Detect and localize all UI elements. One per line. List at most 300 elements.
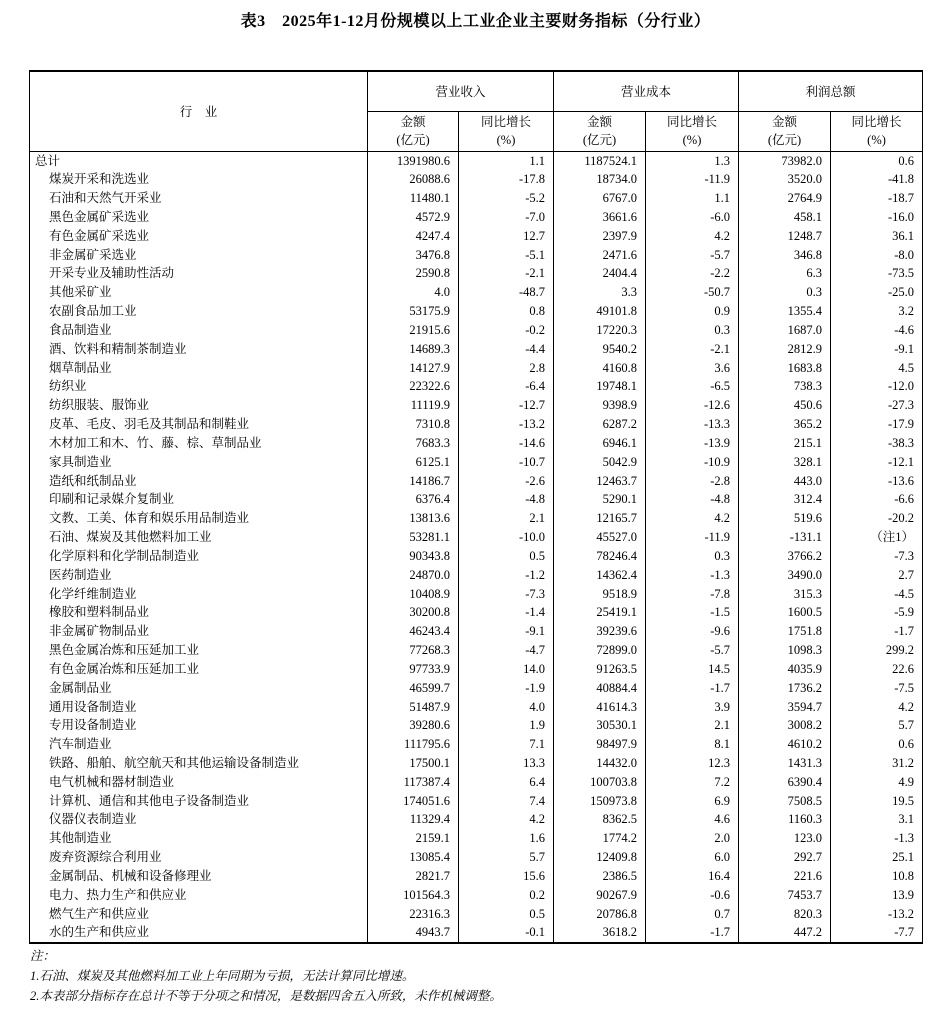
value-cell: 1160.3 xyxy=(739,810,831,829)
value-cell: -4.6 xyxy=(831,321,923,340)
value-cell: 14127.9 xyxy=(368,359,459,378)
industry-name: 汽车制造业 xyxy=(30,735,368,754)
value-cell: 6.4 xyxy=(459,773,554,792)
value-cell: 315.3 xyxy=(739,585,831,604)
table-row xyxy=(30,848,923,867)
value-cell: 14.5 xyxy=(646,660,739,679)
value-cell: 150973.8 xyxy=(554,792,646,811)
value-cell: 4610.2 xyxy=(739,735,831,754)
value-cell: -0.1 xyxy=(459,923,554,943)
value-cell: 17220.3 xyxy=(554,321,646,340)
value-cell: 11119.9 xyxy=(368,396,459,415)
table-row xyxy=(30,453,923,472)
value-cell: 1.1 xyxy=(646,189,739,208)
value-cell: 9518.9 xyxy=(554,585,646,604)
value-cell: 90343.8 xyxy=(368,547,459,566)
value-cell: 1391980.6 xyxy=(368,151,459,170)
value-cell: 3520.0 xyxy=(739,170,831,189)
value-cell: -73.5 xyxy=(831,264,923,283)
value-cell: 98497.9 xyxy=(554,735,646,754)
value-cell: 1687.0 xyxy=(739,321,831,340)
value-cell: 73982.0 xyxy=(739,151,831,170)
column-group-operating-cost: 营业成本 xyxy=(554,71,739,111)
value-cell: -1.4 xyxy=(459,603,554,622)
industry-name: 纺织服装、服饰业 xyxy=(30,396,368,415)
value-cell: 41614.3 xyxy=(554,698,646,717)
industry-name: 农副食品加工业 xyxy=(30,302,368,321)
value-cell: 328.1 xyxy=(739,453,831,472)
value-cell: -131.1 xyxy=(739,528,831,547)
value-cell: 10408.9 xyxy=(368,585,459,604)
subheader-profit-amount xyxy=(739,111,831,151)
value-cell: -13.9 xyxy=(646,434,739,453)
value-cell: -5.1 xyxy=(459,246,554,265)
value-cell: 3.3 xyxy=(554,283,646,302)
value-cell: -6.6 xyxy=(831,490,923,509)
value-cell: -10.9 xyxy=(646,453,739,472)
value-cell: 0.3 xyxy=(646,321,739,340)
industry-name: 有色金属冶炼和压延加工业 xyxy=(30,660,368,679)
value-cell: 7453.7 xyxy=(739,886,831,905)
value-cell: -6.0 xyxy=(646,208,739,227)
value-cell: 2.7 xyxy=(831,566,923,585)
value-cell: 4247.4 xyxy=(368,227,459,246)
value-cell: 2397.9 xyxy=(554,227,646,246)
table-row xyxy=(30,792,923,811)
value-cell: 17500.1 xyxy=(368,754,459,773)
industry-name: 烟草制品业 xyxy=(30,359,368,378)
value-cell: 6.0 xyxy=(646,848,739,867)
table-row xyxy=(30,566,923,585)
value-cell: 443.0 xyxy=(739,472,831,491)
value-cell: 11480.1 xyxy=(368,189,459,208)
table-row xyxy=(30,434,923,453)
value-cell: 2386.5 xyxy=(554,867,646,886)
value-cell: 0.5 xyxy=(459,547,554,566)
value-cell: 72899.0 xyxy=(554,641,646,660)
value-cell: 6390.4 xyxy=(739,773,831,792)
industry-name: 造纸和纸制品业 xyxy=(30,472,368,491)
value-cell: 7310.8 xyxy=(368,415,459,434)
table-title: 表3 2025年1-12月份规模以上工业企业主要财务指标（分行业） xyxy=(240,13,711,30)
table-row xyxy=(30,754,923,773)
value-cell: 6.9 xyxy=(646,792,739,811)
value-cell: 519.6 xyxy=(739,509,831,528)
value-cell: 174051.6 xyxy=(368,792,459,811)
value-cell: 12463.7 xyxy=(554,472,646,491)
value-cell: 101564.3 xyxy=(368,886,459,905)
industry-name: 电气机械和器材制造业 xyxy=(30,773,368,792)
value-cell: 14432.0 xyxy=(554,754,646,773)
industry-name: 医药制造业 xyxy=(30,566,368,585)
subheader-amount-label: 金额 xyxy=(772,115,798,129)
value-cell: 2.1 xyxy=(459,509,554,528)
table-row xyxy=(30,302,923,321)
value-cell: -7.3 xyxy=(459,585,554,604)
value-cell: -4.4 xyxy=(459,340,554,359)
table-row xyxy=(30,622,923,641)
value-cell: 5042.9 xyxy=(554,453,646,472)
value-cell: 0.5 xyxy=(459,905,554,924)
table-row xyxy=(30,189,923,208)
column-header-industry: 行 业 xyxy=(30,71,368,151)
table-row xyxy=(30,509,923,528)
table-row xyxy=(30,377,923,396)
value-cell: -4.8 xyxy=(646,490,739,509)
value-cell: 5290.1 xyxy=(554,490,646,509)
value-cell: 1248.7 xyxy=(739,227,831,246)
table-row xyxy=(30,905,923,924)
table-row xyxy=(30,246,923,265)
value-cell: 346.8 xyxy=(739,246,831,265)
value-cell: 7.4 xyxy=(459,792,554,811)
value-cell: 7.1 xyxy=(459,735,554,754)
industry-name: 其他采矿业 xyxy=(30,283,368,302)
value-cell: -50.7 xyxy=(646,283,739,302)
value-cell: -17.9 xyxy=(831,415,923,434)
value-cell: -38.3 xyxy=(831,434,923,453)
value-cell: -13.2 xyxy=(459,415,554,434)
value-cell: 19748.1 xyxy=(554,377,646,396)
value-cell: 78246.4 xyxy=(554,547,646,566)
value-cell: -13.2 xyxy=(831,905,923,924)
value-cell: 14362.4 xyxy=(554,566,646,585)
value-cell: 5.7 xyxy=(831,716,923,735)
value-cell: 3766.2 xyxy=(739,547,831,566)
value-cell: 3.1 xyxy=(831,810,923,829)
value-cell: 4.2 xyxy=(459,810,554,829)
value-cell: 1774.2 xyxy=(554,829,646,848)
table-row xyxy=(30,396,923,415)
value-cell: 215.1 xyxy=(739,434,831,453)
subheader-amount-label: 金额 xyxy=(400,115,426,129)
footnote-1: 1.石油、煤炭及其他燃料加工业上年同期为亏损，无法计算同比增速。 xyxy=(30,969,415,983)
value-cell: -14.6 xyxy=(459,434,554,453)
industry-name: 木材加工和木、竹、藤、棕、草制品业 xyxy=(30,434,368,453)
value-cell: 12.7 xyxy=(459,227,554,246)
table-row xyxy=(30,867,923,886)
value-cell: 25419.1 xyxy=(554,603,646,622)
value-cell: 7508.5 xyxy=(739,792,831,811)
value-cell: 91263.5 xyxy=(554,660,646,679)
value-cell: 6767.0 xyxy=(554,189,646,208)
value-cell: 6125.1 xyxy=(368,453,459,472)
value-cell: （注1） xyxy=(831,528,923,547)
value-cell: 0.9 xyxy=(646,302,739,321)
value-cell: 53281.1 xyxy=(368,528,459,547)
value-cell: 22.6 xyxy=(831,660,923,679)
value-cell: 4.0 xyxy=(459,698,554,717)
value-cell: 4.2 xyxy=(646,509,739,528)
subheader-revenue-growth xyxy=(459,111,554,151)
table-row xyxy=(30,340,923,359)
value-cell: 365.2 xyxy=(739,415,831,434)
industry-name: 燃气生产和供应业 xyxy=(30,905,368,924)
value-cell: 4.0 xyxy=(368,283,459,302)
value-cell: -4.5 xyxy=(831,585,923,604)
value-cell: 2.0 xyxy=(646,829,739,848)
value-cell: -16.0 xyxy=(831,208,923,227)
value-cell: -2.1 xyxy=(646,340,739,359)
value-cell: 5.7 xyxy=(459,848,554,867)
value-cell: 1.6 xyxy=(459,829,554,848)
value-cell: 100703.8 xyxy=(554,773,646,792)
value-cell: -25.0 xyxy=(831,283,923,302)
value-cell: 30200.8 xyxy=(368,603,459,622)
value-cell: 46243.4 xyxy=(368,622,459,641)
value-cell: 0.8 xyxy=(459,302,554,321)
table-row xyxy=(30,735,923,754)
value-cell: 45527.0 xyxy=(554,528,646,547)
value-cell: 4.2 xyxy=(831,698,923,717)
industry-name: 化学纤维制造业 xyxy=(30,585,368,604)
value-cell: -6.5 xyxy=(646,377,739,396)
value-cell: 111795.6 xyxy=(368,735,459,754)
subheader-cost-growth xyxy=(646,111,739,151)
industry-name: 皮革、毛皮、羽毛及其制品和制鞋业 xyxy=(30,415,368,434)
value-cell: 1751.8 xyxy=(739,622,831,641)
subheader-cost-amount xyxy=(554,111,646,151)
subheader-profit-growth xyxy=(831,111,923,151)
value-cell: 49101.8 xyxy=(554,302,646,321)
value-cell: 36.1 xyxy=(831,227,923,246)
industry-name: 废弃资源综合利用业 xyxy=(30,848,368,867)
value-cell: 4.6 xyxy=(646,810,739,829)
value-cell: 3661.6 xyxy=(554,208,646,227)
table-row xyxy=(30,810,923,829)
table-row xyxy=(30,923,923,943)
value-cell: -1.3 xyxy=(646,566,739,585)
table-row xyxy=(30,679,923,698)
value-cell: 123.0 xyxy=(739,829,831,848)
value-cell: -5.2 xyxy=(459,189,554,208)
value-cell: 0.3 xyxy=(646,547,739,566)
value-cell: -10.7 xyxy=(459,453,554,472)
table-row xyxy=(30,415,923,434)
value-cell: 4.9 xyxy=(831,773,923,792)
value-cell: 25.1 xyxy=(831,848,923,867)
industry-name: 文教、工美、体育和娱乐用品制造业 xyxy=(30,509,368,528)
value-cell: 0.7 xyxy=(646,905,739,924)
industry-name: 开采专业及辅助性活动 xyxy=(30,264,368,283)
value-cell: -1.9 xyxy=(459,679,554,698)
value-cell: 8.1 xyxy=(646,735,739,754)
value-cell: 3.6 xyxy=(646,359,739,378)
value-cell: -4.7 xyxy=(459,641,554,660)
value-cell: 221.6 xyxy=(739,867,831,886)
value-cell: 7683.3 xyxy=(368,434,459,453)
value-cell: -2.2 xyxy=(646,264,739,283)
value-cell: 4572.9 xyxy=(368,208,459,227)
table-row xyxy=(30,264,923,283)
table-body xyxy=(30,151,923,943)
value-cell: 9398.9 xyxy=(554,396,646,415)
value-cell: -7.3 xyxy=(831,547,923,566)
subheader-growth-unit: (%) xyxy=(867,133,886,147)
value-cell: 18734.0 xyxy=(554,170,646,189)
subheader-revenue-amount xyxy=(368,111,459,151)
value-cell: -0.2 xyxy=(459,321,554,340)
industry-name: 食品制造业 xyxy=(30,321,368,340)
value-cell: -13.6 xyxy=(831,472,923,491)
table-row xyxy=(30,283,923,302)
table-row xyxy=(30,641,923,660)
table-row xyxy=(30,547,923,566)
industry-name: 酒、饮料和精制茶制造业 xyxy=(30,340,368,359)
industry-name: 有色金属矿采选业 xyxy=(30,227,368,246)
value-cell: 0.3 xyxy=(739,283,831,302)
value-cell: -1.7 xyxy=(646,679,739,698)
value-cell: 3490.0 xyxy=(739,566,831,585)
value-cell: 3008.2 xyxy=(739,716,831,735)
value-cell: 2471.6 xyxy=(554,246,646,265)
value-cell: 3.2 xyxy=(831,302,923,321)
industry-name: 其他制造业 xyxy=(30,829,368,848)
value-cell: -11.9 xyxy=(646,170,739,189)
value-cell: 12.3 xyxy=(646,754,739,773)
value-cell: -2.8 xyxy=(646,472,739,491)
value-cell: 10.8 xyxy=(831,867,923,886)
value-cell: 1187524.1 xyxy=(554,151,646,170)
footnote-label: 注： xyxy=(30,949,56,963)
value-cell: 2.1 xyxy=(646,716,739,735)
value-cell: -7.7 xyxy=(831,923,923,943)
table-row xyxy=(30,886,923,905)
value-cell: 2821.7 xyxy=(368,867,459,886)
financial-indicators-table xyxy=(29,70,923,944)
value-cell: 6.3 xyxy=(739,264,831,283)
value-cell: 6287.2 xyxy=(554,415,646,434)
value-cell: 4.2 xyxy=(646,227,739,246)
value-cell: 6946.1 xyxy=(554,434,646,453)
industry-name: 黑色金属矿采选业 xyxy=(30,208,368,227)
value-cell: 39280.6 xyxy=(368,716,459,735)
value-cell: 292.7 xyxy=(739,848,831,867)
value-cell: -5.7 xyxy=(646,641,739,660)
value-cell: 1.1 xyxy=(459,151,554,170)
value-cell: -12.1 xyxy=(831,453,923,472)
value-cell: -0.6 xyxy=(646,886,739,905)
value-cell: 7.2 xyxy=(646,773,739,792)
table-row xyxy=(30,773,923,792)
industry-name: 煤炭开采和洗选业 xyxy=(30,170,368,189)
value-cell: 22322.6 xyxy=(368,377,459,396)
footnotes xyxy=(30,946,502,1006)
value-cell: 22316.3 xyxy=(368,905,459,924)
subheader-growth-label: 同比增长 xyxy=(481,115,532,129)
industry-name: 金属制品、机械和设备修理业 xyxy=(30,867,368,886)
subheader-amount-unit: (亿元) xyxy=(396,133,430,147)
value-cell: 12165.7 xyxy=(554,509,646,528)
value-cell: 24870.0 xyxy=(368,566,459,585)
value-cell: 13.3 xyxy=(459,754,554,773)
industry-name: 家具制造业 xyxy=(30,453,368,472)
value-cell: 0.6 xyxy=(831,735,923,754)
table-row xyxy=(30,528,923,547)
value-cell: -1.7 xyxy=(646,923,739,943)
value-cell: 1683.8 xyxy=(739,359,831,378)
subheader-growth-label: 同比增长 xyxy=(667,115,718,129)
value-cell: 1.9 xyxy=(459,716,554,735)
industry-name: 仪器仪表制造业 xyxy=(30,810,368,829)
value-cell: 4035.9 xyxy=(739,660,831,679)
value-cell: 15.6 xyxy=(459,867,554,886)
value-cell: -10.0 xyxy=(459,528,554,547)
value-cell: 40884.4 xyxy=(554,679,646,698)
value-cell: 117387.4 xyxy=(368,773,459,792)
value-cell: 30530.1 xyxy=(554,716,646,735)
value-cell: 1098.3 xyxy=(739,641,831,660)
subheader-amount-unit: (亿元) xyxy=(582,133,617,147)
value-cell: 14.0 xyxy=(459,660,554,679)
value-cell: 1600.5 xyxy=(739,603,831,622)
industry-name: 金属制品业 xyxy=(30,679,368,698)
table-row xyxy=(30,490,923,509)
value-cell: 0.6 xyxy=(831,151,923,170)
value-cell: 8362.5 xyxy=(554,810,646,829)
table-row xyxy=(30,660,923,679)
value-cell: 3476.8 xyxy=(368,246,459,265)
value-cell: 19.5 xyxy=(831,792,923,811)
value-cell: -41.8 xyxy=(831,170,923,189)
value-cell: 13813.6 xyxy=(368,509,459,528)
value-cell: 14689.3 xyxy=(368,340,459,359)
value-cell: -1.2 xyxy=(459,566,554,585)
value-cell: 1355.4 xyxy=(739,302,831,321)
value-cell: 1736.2 xyxy=(739,679,831,698)
value-cell: 13.9 xyxy=(831,886,923,905)
value-cell: 20786.8 xyxy=(554,905,646,924)
table-row xyxy=(30,359,923,378)
value-cell: 31.2 xyxy=(831,754,923,773)
column-group-total-profit: 利润总额 xyxy=(739,71,923,111)
value-cell: -12.7 xyxy=(459,396,554,415)
value-cell: -1.3 xyxy=(831,829,923,848)
footnote-2: 2.本表部分指标存在总计不等于分项之和情况，是数据四舍五入所致，未作机械调整。 xyxy=(30,989,502,1003)
value-cell: -4.8 xyxy=(459,490,554,509)
value-cell: -2.1 xyxy=(459,264,554,283)
value-cell: 39239.6 xyxy=(554,622,646,641)
value-cell: 51487.9 xyxy=(368,698,459,717)
value-cell: 12409.8 xyxy=(554,848,646,867)
value-cell: 1.3 xyxy=(646,151,739,170)
industry-name: 非金属矿物制品业 xyxy=(30,622,368,641)
value-cell: -11.9 xyxy=(646,528,739,547)
industry-name: 石油和天然气开采业 xyxy=(30,189,368,208)
value-cell: -5.7 xyxy=(646,246,739,265)
table-row xyxy=(30,208,923,227)
industry-name: 黑色金属冶炼和压延加工业 xyxy=(30,641,368,660)
value-cell: 1431.3 xyxy=(739,754,831,773)
value-cell: 820.3 xyxy=(739,905,831,924)
value-cell: 2812.9 xyxy=(739,340,831,359)
table-row xyxy=(30,227,923,246)
industry-name: 专用设备制造业 xyxy=(30,716,368,735)
value-cell: -7.0 xyxy=(459,208,554,227)
value-cell: -12.0 xyxy=(831,377,923,396)
value-cell: -6.4 xyxy=(459,377,554,396)
value-cell: -27.3 xyxy=(831,396,923,415)
value-cell: 738.3 xyxy=(739,377,831,396)
value-cell: 3.9 xyxy=(646,698,739,717)
value-cell: 46599.7 xyxy=(368,679,459,698)
value-cell: -12.6 xyxy=(646,396,739,415)
table-row xyxy=(30,829,923,848)
value-cell: 11329.4 xyxy=(368,810,459,829)
table-row xyxy=(30,151,923,170)
industry-name: 石油、煤炭及其他燃料加工业 xyxy=(30,528,368,547)
value-cell: -17.8 xyxy=(459,170,554,189)
